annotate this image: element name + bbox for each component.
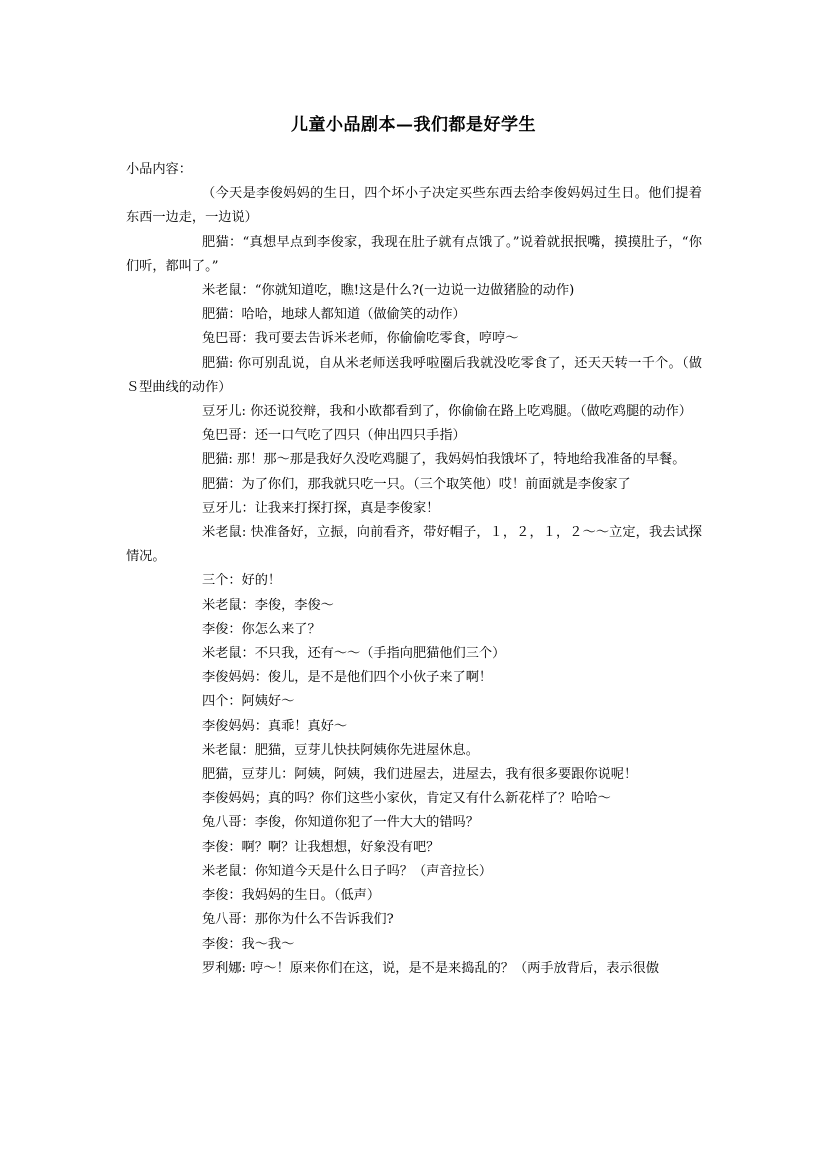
paragraph: 豆牙儿：让我来打探打探，真是李俊家！ — [202, 500, 440, 516]
paragraph: （今天是李俊妈妈的生日，四个坏小子决定买些东西去给李俊妈妈过生日。他们提着东西一边走，一边说） — [126, 186, 702, 226]
paragraph: 肥猫，豆芽儿：阿姨，阿姨，我们进屋去，进屋去，我有很多要跟你说呢！ — [202, 767, 638, 783]
paragraph: 肥猫: 那！那～那是我好久没吃鸡腿了，我妈妈怕我饿坏了，特地给我准备的早餐。 — [202, 452, 686, 468]
paragraph: 罗利娜: 哼～！原来你们在这，说，是不是来捣乱的？（两手放背后，表示很傲 — [202, 960, 660, 976]
paragraph: 四个：阿姨好～ — [202, 694, 295, 710]
paragraph: 李俊：我～我～ — [202, 936, 295, 952]
paragraph: 小品内容： — [126, 162, 192, 177]
paragraph: 肥猫：“真想早点到李俊家，我现在肚子就有点饿了。”说着就抿抿嘴，摸摸肚子，“你们听，都叫了。” — [126, 234, 702, 274]
paragraph: 兔八哥：李俊，你知道你犯了一件大大的错吗？ — [202, 815, 479, 831]
paragraph: 米老鼠：你知道今天是什么日子吗？（声音拉长） — [202, 863, 493, 879]
paragraph: 米老鼠：李俊，李俊～ — [202, 597, 334, 613]
paragraph: 李俊：你怎么来了？ — [202, 621, 321, 637]
document-body — [126, 158, 702, 981]
paragraph: 三个：好的！ — [202, 573, 282, 589]
paragraph: 豆牙儿: 你还说狡辩，我和小欧都看到了，你偷偷在路上吃鸡腿。（做吃鸡腿的动作） — [202, 404, 692, 420]
paragraph: 李俊：我妈妈的生日。（低声） — [202, 888, 381, 904]
paragraph: 米老鼠：“你就知道吃，瞧!这是什么?(一边说一边做猪脸的动作) — [202, 283, 575, 299]
paragraph: 兔巴哥：还一口气吃了四只（伸出四只手指） — [202, 428, 466, 444]
paragraph: 肥猫: 你可别乱说，自从米老师送我呼啦圈后我就没吃零食了，还天天转一千个。（做Ｓ型曲线的动作） — [126, 355, 702, 395]
paragraph: 肥猫：为了你们，那我就只吃一只。（三个取笑他）哎！前面就是李俊家了 — [202, 476, 631, 492]
paragraph: 米老鼠：不只我，还有～～（手指向肥猫他们三个） — [202, 646, 506, 662]
document-title: 儿童小品剧本—我们都是好学生 — [291, 115, 536, 135]
paragraph: 肥猫：哈哈，地球人都知道（做偷笑的动作） — [202, 307, 466, 323]
paragraph: 兔八哥：那你为什么不告诉我们? — [202, 912, 394, 928]
paragraph: 李俊妈妈：俊儿，是不是他们四个小伙子来了啊！ — [202, 670, 493, 686]
paragraph: 李俊妈妈：真乖！真好～ — [202, 718, 348, 734]
paragraph: 米老鼠：肥猫，豆芽儿快扶阿姨你先进屋休息。 — [202, 742, 479, 758]
paragraph: 兔巴哥：我可要去告诉米老师，你偷偷吃零食，哼哼～ — [202, 331, 519, 347]
paragraph: 米老鼠: 快准备好，立振，向前看齐，带好帽子，１，２，１，２～～立定，我去试探情况。 — [126, 525, 702, 565]
paragraph: 李俊妈妈；真的吗？你们这些小家伙，肯定又有什么新花样了？哈哈～ — [202, 791, 611, 807]
paragraph: 李俊：啊？啊？让我想想，好象没有吧？ — [202, 839, 440, 855]
